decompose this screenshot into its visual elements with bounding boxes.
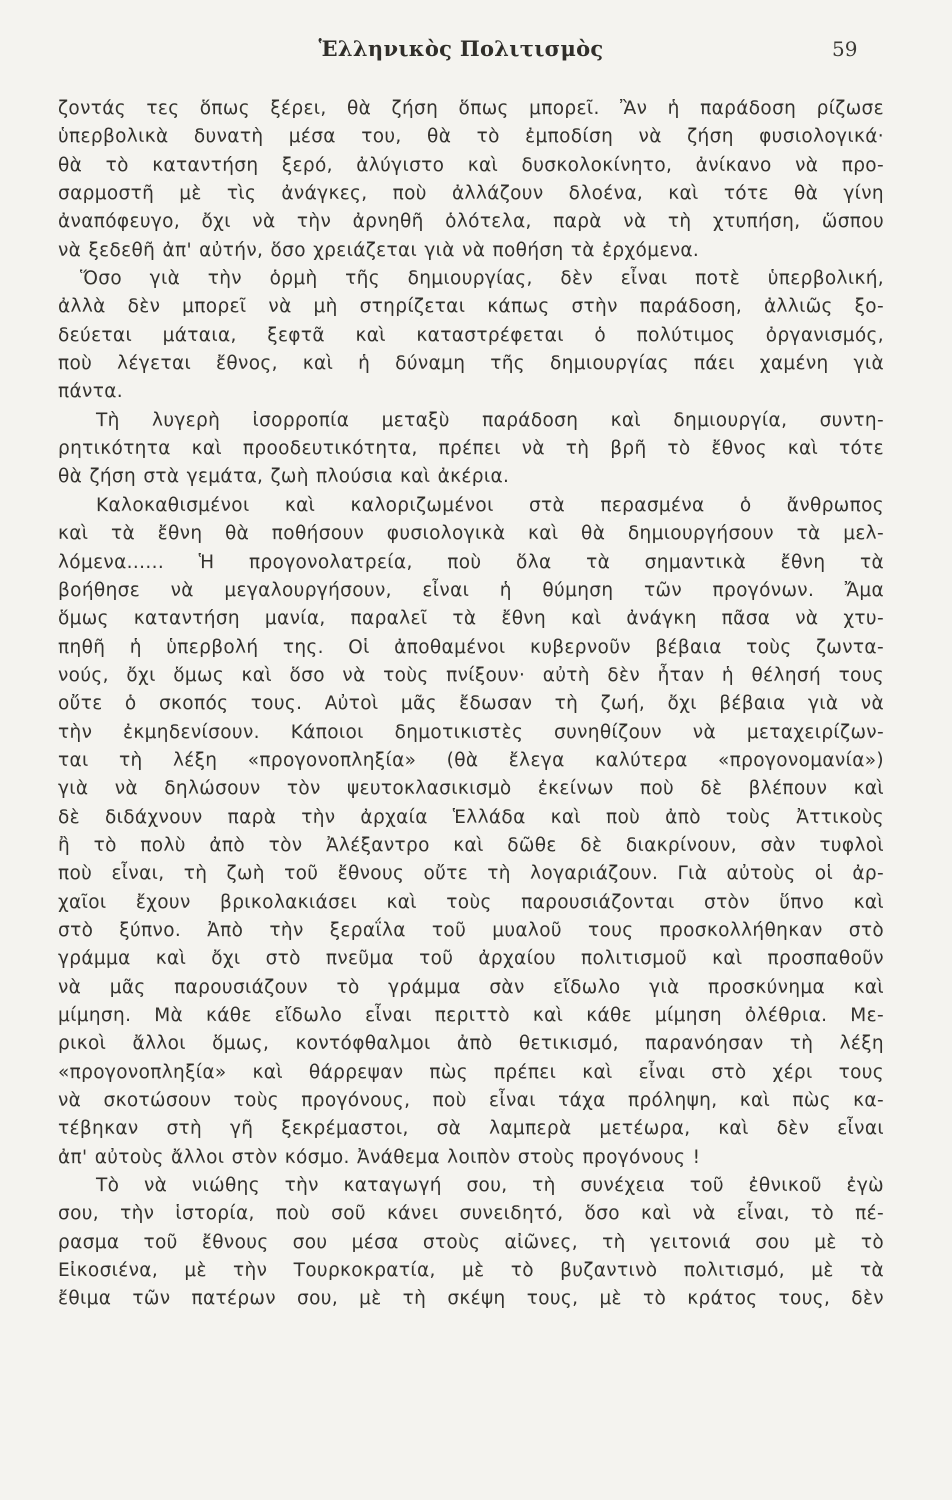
text-line: ἀλλὰ δὲν μπορεῖ νὰ μὴ στηρίζεται κάπως στὴν παράδοση, ἀλλιῶς ξο- [58,296,884,318]
text-line: νὰ ξεδεθῆ ἀπ' αὐτήν, ὅσο χρειάζεται γιὰ νὰ ποθήση τὰ ἐρχόμενα. [58,239,700,261]
text-line: ζοντάς τες ὅπως ξέρει, θὰ ζήση ὅπως μπορεῖ. Ἂν ἡ παράδοση ρίζωσε [58,98,884,119]
running-head [0,36,952,76]
text-line: Καλοκαθισμένοι καὶ καλοριζωμένοι στὰ περασμένα ὁ ἄνθρωπος [96,494,884,516]
text-line: δὲ διδάχνουν παρὰ τὴν ἀρχαία Ἑλλάδα καὶ ποὺ ἀπὸ τοὺς Ἀττικοὺς [58,806,884,828]
text-line: γράμμα καὶ ὄχι στὸ πνεῦμα τοῦ ἀρχαίου πολιτισμοῦ καὶ προσπαθοῦν [58,948,884,970]
text-line: ρητικότητα καὶ προοδευτικότητα, πρέπει νὰ τὴ βρῆ τὸ ἔθνος καὶ τότε [58,438,884,460]
text-line: λόμενα...... Ἡ προγονολατρεία, ποὺ ὅλα τὰ σημαντικὰ ἔθνη τὰ [58,551,884,573]
text-line: ἀναπόφευγο, ὄχι νὰ τὴν ἀρνηθῆ ὁλότελα, παρὰ νὰ τὴ χτυπήση, ὥσπου [58,211,884,233]
text-line: ποὺ εἶναι, τὴ ζωὴ τοῦ ἔθνους οὔτε τὴ λογαριάζουν. Γιὰ αὐτοὺς οἱ ἀρ- [58,863,884,885]
text-line: ὑπερβολικὰ δυνατὴ μέσα του, θὰ τὸ ἐμποδίση νὰ ζήση φυσιολογικά· [58,126,884,148]
text-line: θὰ ζήση στὰ γεμάτα, ζωὴ πλούσια καὶ ἀκέρια. [58,466,510,488]
text-line: βοήθησε νὰ μεγαλουργήσουν, εἶναι ἡ θύμηση τῶν προγόνων. Ἄμα [58,579,884,601]
text-line: ἀπ' αὐτοὺς ἄλλοι στὸν κόσμο. Ἀνάθεμα λοιπὸν στοὺς προγόνους ! [58,1146,701,1168]
text-line: πάντα. [58,381,123,403]
text-line: ται τὴ λέξη «προγονοπληξία» (θὰ ἔλεγα καλύτερα «προγονομανία») [58,749,884,771]
text-line: στὸ ξύπνο. Ἀπὸ τὴν ξεραΐλα τοῦ μυαλοῦ τους προσκολλήθηκαν στὸ [58,919,884,941]
text-line: χαῖοι ἔχουν βρικολακιάσει καὶ τοὺς παρουσιάζονται στὸν ὕπνο καὶ [58,891,884,913]
text-line: «προγονοπληξία» καὶ θάρρεψαν πὼς πρέπει καὶ εἶναι στὸ χέρι τους [58,1061,884,1083]
text-line: νὰ σκοτώσουν τοὺς προγόνους, ποὺ εἶναι τάχα πρόληψη, καὶ πὼς κα- [58,1090,884,1112]
text-line: νὰ μᾶς παρουσιάζουν τὸ γράμμα σὰν εἴδωλο γιὰ προσκύνημα καὶ [58,976,884,998]
text-line: γιὰ νὰ δηλώσουν τὸν ψευτοκλασικισμὸ ἐκείνων ποὺ δὲ βλέπουν καὶ [58,778,884,800]
body-text [58,95,884,1314]
text-line: θὰ τὸ καταντήση ξερό, ἀλύγιστο καὶ δυσκολοκίνητο, ἀνίκανο νὰ προ- [58,154,884,176]
text-line: σαρμοστῆ μὲ τὶς ἀνάγκες, ποὺ ἀλλάζουν δλοένα, καὶ τότε θὰ γίνη [58,183,884,205]
text-line: ἢ τὸ πολὺ ἀπὸ τὸν Ἀλέξαντρο καὶ δῶθε δὲ διακρίνουν, σὰν τυφλοὶ [58,834,884,856]
text-line: πηθῆ ἡ ὑπερβολή της. Οἱ ἀποθαμένοι κυβερνοῦν βέβαια τοὺς ζωντα- [58,636,884,658]
text-line: ποὺ λέγεται ἔθνος, καὶ ἡ δύναμη τῆς δημιουργίας πάει χαμένη γιὰ [58,353,884,375]
text-line: μίμηση. Μὰ κάθε εἴδωλο εἶναι περιττὸ καὶ κάθε μίμηση ὀλέθρια. Με- [58,1005,884,1026]
text-line: νούς, ὄχι ὅμως καὶ ὅσο νὰ τοὺς πνίξουν· αὐτὴ δὲν ἦταν ἡ θέλησή τους [58,664,884,686]
text-line: οὔτε ὁ σκοπός τους. Αὐτοὶ μᾶς ἔδωσαν τὴ ζωή, ὄχι βέβαια γιὰ νὰ [58,693,884,715]
text-line: Τὸ νὰ νιώθης τὴν καταγωγή σου, τὴ συνέχεια τοῦ ἐθνικοῦ ἐγὼ [96,1175,884,1197]
text-line: τὴν ἐκμηδενίσουν. Κάποιοι δημοτικιστὲς συνηθίζουν νὰ μεταχειρίζων- [58,721,884,743]
text-line: δεύεται μάταια, ξεφτᾶ καὶ καταστρέφεται ὁ πολύτιμος ὀργανισμός, [58,324,884,346]
text-line: σου, τὴν ἱστορία, ποὺ σοῦ κάνει συνειδητό, ὅσο καὶ νὰ εἶναι, τὸ πέ- [58,1203,884,1225]
text-line: καὶ τὰ ἔθνη θὰ ποθήσουν φυσιολογικὰ καὶ θὰ δημιουργήσουν τὰ μελ- [58,523,884,545]
text-line: ὅμως καταντήση μανία, παραλεῖ τὰ ἔθνη καὶ ἀνάγκη πᾶσα νὰ χτυ- [58,608,884,630]
text-line: τέβηκαν στὴ γῆ ξεκρέμαστοι, σὰ λαμπερὰ μετέωρα, καὶ δὲν εἶναι [58,1118,884,1140]
text-line: Ὅσο γιὰ τὴν ὁρμὴ τῆς δημιουργίας, δὲν εἶναι ποτὲ ὑπερβολική, [80,268,884,290]
text-line: ρικοὶ ἄλλοι ὅμως, κοντόφθαλμοι ἀπὸ θετικισμό, παρανόησαν τὴ λέξη [58,1033,884,1055]
text-line: Τὴ λυγερὴ ἰσορροπία μεταξὺ παράδοση καὶ δημιουργία, συντη- [96,409,884,431]
page-number: 59 [832,37,858,61]
text-line: ρασμα τοῦ ἔθνους σου μέσα στοὺς αἰῶνες, τὴ γειτονιά σου μὲ τὸ [58,1231,884,1253]
running-title: Ἑλληνικὸς Πολιτισμὸς [318,36,604,61]
text-line: Εἰκοσιένα, μὲ τὴν Τουρκοκρατία, μὲ τὸ βυζαντινὸ πολιτισμό, μὲ τὰ [58,1260,884,1282]
text-line: ἔθιμα τῶν πατέρων σου, μὲ τὴ σκέψη τους, μὲ τὸ κράτος τους, δὲν [58,1288,884,1310]
